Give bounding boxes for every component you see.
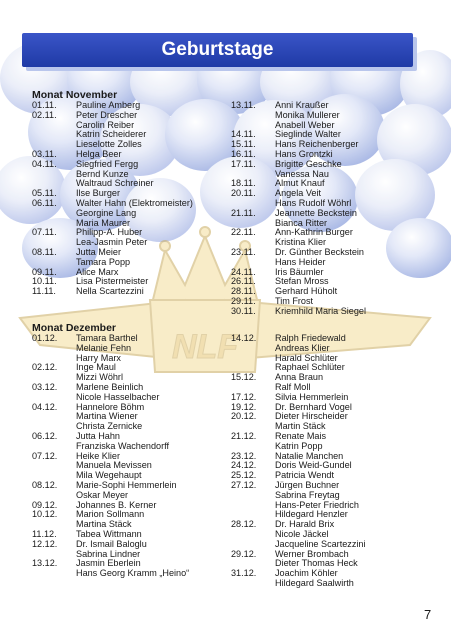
birthday-name: Maria Maurer [76, 217, 131, 228]
birthday-date: 28.11. [231, 286, 256, 297]
birthday-entry [32, 422, 222, 432]
november-section-title: Monat November [32, 89, 118, 101]
birthday-entry [231, 209, 441, 219]
birthday-date: 23.12. [231, 450, 257, 461]
birthday-name: Kriemhild Maria Siegel [275, 305, 366, 316]
birthday-name: Jacqueline Scartezzini [275, 538, 366, 549]
birthday-name: Hans-Peter Friedrich [275, 499, 359, 510]
birthday-name: Hans Grontzki [275, 148, 333, 159]
birthday-date: 26.11. [231, 276, 256, 287]
birthday-date: 01.12. [32, 333, 58, 343]
birthday-entry [231, 268, 441, 278]
birthday-name: Christa Zernicke [76, 421, 143, 432]
birthday-name: Almut Knauf [275, 178, 325, 189]
birthday-name: Inge Maul [76, 362, 116, 373]
birthday-name: Marie-Sophi Hemmerlein [76, 479, 177, 490]
birthday-date: 07.11. [32, 227, 57, 238]
birthday-entry [231, 248, 441, 258]
birthday-date [231, 501, 275, 511]
birthday-date: 19.12. [231, 401, 257, 412]
birthday-date [32, 130, 76, 140]
birthday-date: 10.12. [32, 509, 58, 520]
birthday-name: Ann-Kathrin Burger [275, 227, 353, 238]
birthday-name: Kristina Klier [275, 237, 327, 248]
birthday-entry [32, 363, 222, 373]
birthday-entry [231, 373, 441, 383]
birthday-name: Heike Klier [76, 450, 120, 461]
birthday-name: Natalie Manchen [275, 450, 344, 461]
birthday-entry [231, 334, 441, 344]
birthday-name: Dieter Thomas Heck [275, 558, 358, 569]
birthday-date [231, 111, 275, 121]
birthday-date: 25.12. [231, 470, 257, 481]
birthday-date [32, 170, 76, 180]
birthday-date: 27.12. [231, 479, 257, 490]
birthday-entry [231, 111, 441, 121]
birthday-date: 08.11. [32, 246, 57, 257]
birthday-name: Werner Brombach [275, 548, 349, 559]
birthday-name: Dieter Hirscheider [275, 411, 348, 422]
birthday-entry [231, 179, 441, 189]
birthday-name: Iris Bäumler [275, 266, 324, 277]
birthday-name: Jürgen Buchner [275, 479, 340, 490]
birthday-entry [231, 170, 441, 180]
birthday-name: Walter Hahn (Elektromeister) [76, 197, 193, 208]
birthday-name: Anabell Weber [275, 119, 335, 130]
birthday-name: Mila Wegehaupt [76, 470, 142, 481]
birthday-name: Doris Weid-Gundel [275, 460, 352, 471]
birthday-entry [231, 228, 441, 238]
birthday-date [231, 530, 275, 540]
birthday-name: Helga Beer [76, 148, 122, 159]
birthday-name: Manuela Mevissen [76, 460, 152, 471]
birthday-date [32, 412, 76, 422]
birthday-date: 24.11. [231, 266, 256, 277]
birthday-date: 29.11. [231, 295, 256, 306]
birthday-name: Tamara Popp [76, 256, 131, 267]
birthday-entry [32, 140, 222, 150]
birthday-date [231, 354, 275, 364]
birthday-name: Dr. Ismail Baloglu [76, 538, 147, 549]
birthday-entry [231, 432, 441, 442]
dezember-section-title: Monat Dezember [32, 322, 117, 334]
birthday-name: Carolin Reiber [76, 119, 135, 130]
birthday-name: Hans Reichenberger [275, 139, 359, 150]
birthday-entry [231, 422, 441, 432]
birthday-date: 14.12. [231, 333, 257, 343]
birthday-date: 20.11. [231, 188, 256, 199]
birthday-entry [231, 579, 441, 589]
birthday-entry [231, 287, 441, 297]
birthday-name: Angela Veit [275, 188, 322, 199]
birthday-name: Tamara Barthel [76, 333, 138, 343]
birthday-name: Hannelore Böhm [76, 401, 145, 412]
birthday-date: 29.12. [231, 548, 257, 559]
page-header [22, 33, 413, 67]
birthday-date: 03.11. [32, 148, 57, 159]
birthday-entry [32, 179, 222, 189]
birthday-name: Jutta Hahn [76, 430, 120, 441]
birthday-name: Waltraud Schreiner [76, 178, 154, 189]
birthday-name: Dr. Günther Beckstein [275, 246, 364, 257]
birthday-name: Jutta Meier [76, 246, 121, 257]
dezember-right-list [231, 334, 441, 589]
birthday-name: Anna Braun [275, 372, 324, 383]
birthday-name: Dr. Harald Brix [275, 519, 335, 530]
birthday-name: Nicole Hasselbacher [76, 391, 160, 402]
birthday-name: Jasmin Eberlein [76, 558, 141, 569]
birthday-date: 02.12. [32, 362, 58, 373]
birthday-name: Gerhard Hüholt [275, 286, 338, 297]
birthday-date: 30.11. [231, 305, 256, 316]
birthday-entry [231, 461, 441, 471]
birthday-date [231, 579, 275, 589]
birthday-date: 13.11. [231, 100, 256, 110]
birthday-name: Hans Rudolf Wöhrl [275, 197, 352, 208]
birthday-entry [32, 238, 222, 248]
birthday-name: Vanessa Nau [275, 168, 329, 179]
birthday-date [32, 209, 76, 219]
birthday-name: Ralph Friedewald [275, 333, 346, 343]
birthday-date: 21.12. [231, 430, 257, 441]
birthday-date: 13.12. [32, 558, 58, 569]
birthday-date: 01.11. [32, 100, 57, 110]
page-number: 7 [424, 607, 432, 622]
birthday-name: Lisa Pistermeister [76, 276, 149, 287]
birthday-date: 12.12. [32, 538, 58, 549]
birthday-name: Raphael Schlüter [275, 362, 345, 373]
birthday-date: 15.12. [231, 372, 257, 383]
birthday-name: Nella Scartezzini [76, 286, 144, 297]
birthday-date: 09.12. [32, 499, 58, 510]
birthday-date: 07.12. [32, 450, 58, 461]
birthday-date: 20.12. [231, 411, 257, 422]
birthday-name: Stefan Mross [275, 276, 329, 287]
birthday-name: Brigitte Geschke [275, 158, 342, 169]
birthday-name: Anni Kraußer [275, 100, 329, 110]
birthday-date: 11.12. [32, 528, 57, 539]
birthday-name: Lea-Jasmin Peter [76, 237, 148, 248]
birthday-date [231, 491, 275, 501]
birthday-name: Johannes B. Kerner [76, 499, 157, 510]
birthday-name: Oskar Meyer [76, 489, 129, 500]
birthday-name: Georgine Lang [76, 207, 137, 218]
birthday-date: 28.12. [231, 519, 257, 530]
birthday-date: 16.11. [231, 148, 256, 159]
birthday-name: Hans Georg Kramm „Heino“ [76, 568, 190, 579]
birthday-date: 14.11. [231, 129, 256, 140]
birthday-date: 15.11. [231, 139, 256, 150]
birthday-entry [32, 442, 222, 452]
birthday-name: Nicole Jäckel [275, 528, 329, 539]
birthday-date: 04.12. [32, 401, 58, 412]
birthday-date [32, 569, 76, 579]
page-title: Geburtstage [161, 39, 274, 60]
birthday-entry [231, 510, 441, 520]
birthday-date: 21.11. [231, 207, 256, 218]
birthday-name: Katrin Scheiderer [76, 129, 147, 140]
birthday-name: Tim Frost [275, 295, 314, 306]
birthday-entry [231, 140, 441, 150]
birthday-date: 18.11. [231, 178, 256, 189]
birthday-date: 22.11. [231, 227, 256, 238]
birthday-entry [231, 160, 441, 170]
birthday-name: Lieselotte Zolles [76, 139, 142, 150]
birthday-date: 08.12. [32, 479, 58, 490]
birthday-name: Tabea Wittmann [76, 528, 142, 539]
birthday-name: Philipp-A. Huber [76, 227, 143, 238]
birthday-date [32, 344, 76, 354]
birthday-name: Pauline Amberg [76, 100, 141, 110]
birthday-name: Siegfried Fergg [76, 158, 139, 169]
birthday-date: 17.11. [231, 158, 256, 169]
birthday-date: 09.11. [32, 266, 57, 277]
birthday-date: 11.11. [32, 286, 56, 297]
birthday-entry [32, 344, 222, 354]
birthday-entry [32, 569, 222, 579]
birthday-date: 02.11. [32, 109, 57, 120]
birthday-date: 05.11. [32, 188, 57, 199]
birthday-name: Renate Mais [275, 430, 327, 441]
birthday-name: Alice Marx [76, 266, 119, 277]
birthday-name: Jeannette Beckstein [275, 207, 357, 218]
november-left-list [32, 101, 222, 297]
birthday-name: Bianca Ritter [275, 217, 328, 228]
birthday-name: Patricia Wendt [275, 470, 334, 481]
birthday-name: Sieglinde Walter [275, 129, 341, 140]
birthday-date: 24.12. [231, 460, 257, 471]
birthday-name: Harry Marx [76, 352, 121, 363]
birthday-name: Franziska Wachendorff [76, 440, 169, 451]
birthday-name: Mizzi Wöhrl [76, 372, 123, 383]
dezember-left-list [32, 334, 222, 579]
logo-text: NLF [171, 328, 239, 366]
birthday-date [32, 121, 76, 131]
birthday-date: 03.12. [32, 381, 58, 392]
birthday-name: Bernd Kunze [76, 168, 129, 179]
birthday-name: Ralf Moll [275, 381, 311, 392]
birthday-date: 23.11. [231, 246, 256, 257]
birthday-name: Monika Mullerer [275, 109, 340, 120]
birthday-entry [231, 520, 441, 530]
birthday-name: Marion Sollmann [76, 509, 145, 520]
birthday-date: 10.11. [32, 276, 57, 287]
birthday-date [32, 461, 76, 471]
birthday-name: Andreas Klier [275, 342, 330, 353]
birthday-name: Martin Stäck [275, 421, 326, 432]
birthday-name: Ilse Burger [76, 188, 120, 199]
birthday-name: Joachim Köhler [275, 568, 338, 579]
birthday-name: Silvia Hemmerlein [275, 391, 349, 402]
birthday-name: Martina Stäck [76, 519, 132, 530]
birthday-name: Sabrina Freytag [275, 489, 340, 500]
birthday-name: Sabrina Lindner [76, 548, 141, 559]
birthday-entry [231, 412, 441, 422]
birthday-date: 06.12. [32, 430, 58, 441]
birthday-name: Katrin Popp [275, 440, 323, 451]
birthday-entry [231, 363, 441, 373]
birthday-name: Melanie Fehn [76, 342, 132, 353]
birthday-name: Harald Schlüter [275, 352, 338, 363]
birthday-name: Hans Heider [275, 256, 326, 267]
birthday-name: Martina Wiener [76, 411, 138, 422]
birthday-name: Hildegard Henzler [275, 509, 348, 520]
birthday-date [231, 344, 275, 354]
birthday-entry [32, 287, 222, 297]
birthday-name: Marlene Beinlich [76, 381, 144, 392]
birthday-name: Dr. Bernhard Vogel [275, 401, 352, 412]
birthday-name: Peter Drescher [76, 109, 138, 120]
birthday-entry [231, 307, 441, 317]
birthday-date: 06.11. [32, 197, 57, 208]
birthday-entry [231, 258, 441, 268]
november-right-list [231, 101, 441, 317]
birthday-name: Hildegard Saalwirth [275, 577, 354, 588]
birthday-date: 17.12. [231, 391, 257, 402]
birthday-entry [32, 258, 222, 268]
birthday-entry [32, 354, 222, 364]
birthday-date: 04.11. [32, 158, 57, 169]
birthday-date: 31.12. [231, 568, 257, 579]
